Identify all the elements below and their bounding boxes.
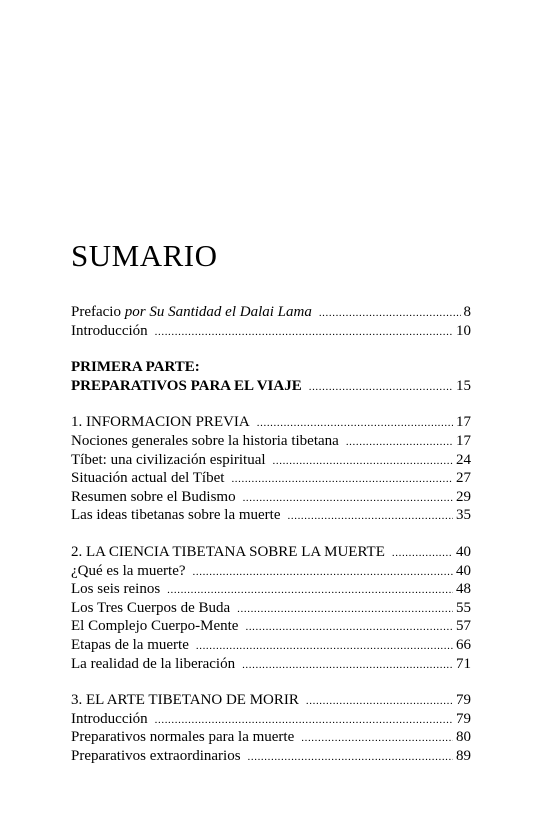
toc-entry	[71, 580, 471, 599]
dot-leader	[242, 656, 453, 675]
toc-page-number: 24	[456, 451, 471, 468]
toc-page-number: 55	[456, 599, 471, 616]
toc-page-number: 27	[456, 470, 471, 487]
toc-entry-title: Etapas de la muerte	[71, 636, 189, 653]
toc-entry-title: Tíbet: una civilización espiritual	[71, 451, 266, 468]
toc-entry-prefix: Prefacio	[71, 304, 125, 320]
dot-leader	[155, 711, 453, 730]
toc-entry-title: Introducción	[71, 710, 148, 727]
dot-leader	[167, 581, 453, 600]
dot-leader	[231, 470, 453, 489]
chapter-heading	[71, 413, 471, 432]
toc-entry-title: La realidad de la liberación	[71, 655, 236, 672]
toc-entry-title: ¿Qué es la muerte?	[71, 562, 186, 579]
part-title: PREPARATIVOS PARA EL VIAJE	[71, 377, 302, 394]
dot-leader	[245, 618, 453, 637]
toc-page-number: 79	[456, 710, 471, 727]
chapter-title: 2. LA CIENCIA TIBETANA SOBRE LA MUERTE	[71, 543, 385, 560]
toc-entry-title: Introducción	[71, 322, 148, 339]
toc-entry-title: Los Tres Cuerpos de Buda	[71, 599, 231, 616]
toc-entry-title: El Complejo Cuerpo-Mente	[71, 618, 239, 635]
toc-entry	[71, 506, 471, 525]
dot-leader	[193, 563, 453, 582]
chapter-title: 3. EL ARTE TIBETANO DE MORIR	[71, 692, 299, 709]
toc-page-number: 17	[456, 432, 471, 449]
dot-leader	[273, 452, 453, 471]
dot-leader	[392, 544, 453, 563]
toc-entry	[71, 655, 471, 674]
toc-page-number: 80	[456, 729, 471, 746]
toc-page-number: 57	[456, 618, 471, 635]
toc-entry-title: Situación actual del Tíbet	[71, 470, 225, 487]
dot-leader	[301, 729, 453, 748]
dot-leader	[196, 637, 453, 656]
table-of-contents	[71, 303, 471, 765]
toc-page-number: 40	[456, 543, 471, 560]
toc-entry	[71, 747, 471, 766]
toc-page-number: 29	[456, 488, 471, 505]
dot-leader	[319, 304, 461, 323]
toc-page-number: 71	[456, 655, 471, 672]
dot-leader	[243, 489, 453, 508]
chapter-heading	[71, 691, 471, 710]
toc-entry-introduccion	[71, 322, 471, 341]
toc-page-number: 66	[456, 636, 471, 653]
dot-leader	[306, 692, 453, 711]
toc-entry-title: Preparativos extraordinarios	[71, 747, 241, 764]
dot-leader	[309, 378, 453, 397]
toc-entry	[71, 451, 471, 470]
toc-entry-title: Las ideas tibetanas sobre la muerte	[71, 507, 281, 524]
toc-entry-title: Nociones generales sobre la historia tibetana	[71, 432, 339, 449]
toc-page-number: 35	[456, 507, 471, 524]
toc-page-number: 8	[463, 304, 471, 320]
dot-leader	[155, 323, 453, 342]
toc-page-number: 79	[456, 692, 471, 709]
chapter-title: 1. INFORMACION PREVIA	[71, 414, 250, 431]
toc-entry	[71, 636, 471, 655]
toc-page-number: 17	[456, 414, 471, 431]
toc-page-number: 89	[456, 747, 471, 764]
toc-page-number: 15	[456, 377, 471, 394]
dot-leader	[346, 433, 453, 452]
dot-leader	[288, 507, 453, 526]
toc-entry	[71, 432, 471, 451]
dot-leader	[257, 414, 453, 433]
chapter-heading	[71, 543, 471, 562]
toc-entry-title: Resumen sobre el Budismo	[71, 488, 236, 505]
toc-entry	[71, 562, 471, 581]
toc-page-number: 48	[456, 581, 471, 598]
toc-entry-title: Preparativos normales para la muerte	[71, 729, 295, 746]
toc-entry-title	[71, 303, 312, 322]
dot-leader	[237, 600, 453, 619]
toc-entry	[71, 599, 471, 618]
toc-entry-prefacio	[71, 303, 471, 322]
toc-entry	[71, 488, 471, 507]
toc-entry-title: Los seis reinos	[71, 581, 161, 598]
toc-entry	[71, 469, 471, 488]
toc-page-number: 40	[456, 562, 471, 579]
toc-entry	[71, 617, 471, 636]
toc-entry-italic: por Su Santidad el Dalai Lama	[124, 304, 312, 320]
part-heading: PRIMERA PARTE:	[71, 359, 200, 376]
dot-leader	[248, 748, 453, 767]
part-title-row	[71, 377, 471, 396]
page-title: SUMARIO	[71, 238, 218, 273]
toc-entry	[71, 710, 471, 729]
toc-page-number: 10	[456, 322, 471, 339]
toc-entry	[71, 728, 471, 747]
